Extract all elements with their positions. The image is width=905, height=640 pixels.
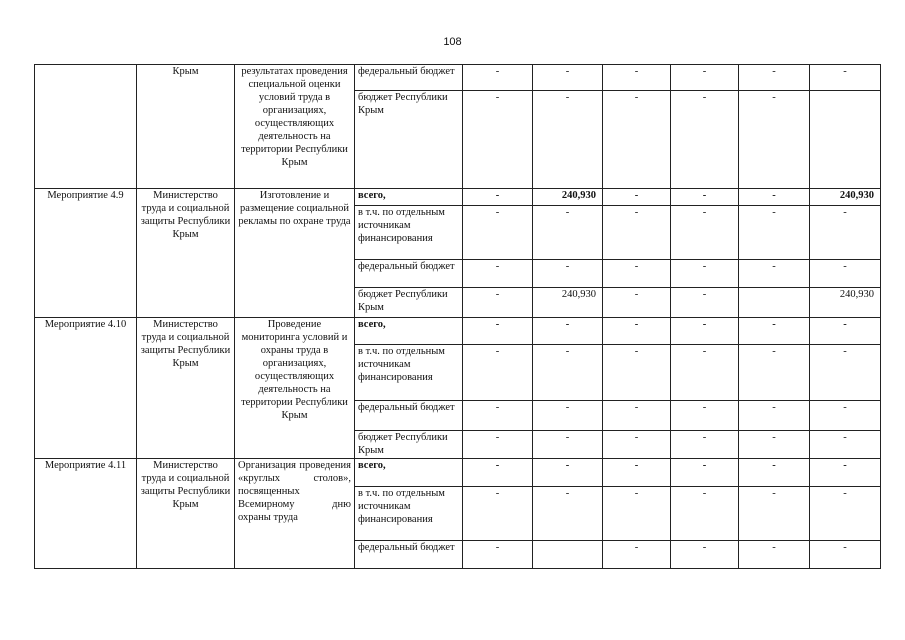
funding-amount <box>810 91 881 189</box>
funding-amount: - <box>603 459 671 487</box>
activity-row <box>35 65 881 91</box>
funding-source: в т.ч. по отдельным источникам финансирования <box>355 345 463 401</box>
funding-amount: - <box>533 318 603 345</box>
funding-amount: - <box>739 206 810 260</box>
funding-amount: - <box>463 487 533 541</box>
funding-amount: - <box>533 487 603 541</box>
funding-amount: - <box>671 288 739 318</box>
funding-source: федеральный бюджет <box>355 260 463 288</box>
funding-amount: - <box>603 260 671 288</box>
executor-name: Министерство труда и социальной защиты Республики Крым <box>137 318 235 459</box>
funding-amount: - <box>810 431 881 459</box>
activity-description: результатах проведения специальной оценки условий труда в организациях, осуществляющих деятельность на территории Республики Крым <box>235 65 355 189</box>
activity-name: Мероприятие 4.10 <box>35 318 137 459</box>
funding-source: всего, <box>355 318 463 345</box>
funding-amount: - <box>810 487 881 541</box>
funding-amount: 240,930 <box>810 288 881 318</box>
funding-amount: - <box>463 459 533 487</box>
funding-amount: - <box>739 65 810 91</box>
funding-amount: - <box>671 541 739 569</box>
funding-amount: - <box>810 459 881 487</box>
funding-amount: - <box>810 65 881 91</box>
budget-table-body <box>35 65 881 569</box>
funding-amount: - <box>463 401 533 431</box>
activity-name: Мероприятие 4.9 <box>35 189 137 318</box>
funding-amount: - <box>463 65 533 91</box>
funding-source: федеральный бюджет <box>355 541 463 569</box>
funding-amount: - <box>671 318 739 345</box>
funding-amount: - <box>533 459 603 487</box>
activity-description: Проведение мониторинга условий и охраны труда в организациях, осуществляющих деятельность на территории Республики Крым <box>235 318 355 459</box>
funding-amount: - <box>671 91 739 189</box>
funding-amount: 240,930 <box>533 189 603 206</box>
funding-amount: - <box>603 345 671 401</box>
page-number: 108 <box>443 36 462 48</box>
funding-source: федеральный бюджет <box>355 65 463 91</box>
budget-table <box>34 64 881 569</box>
funding-amount: - <box>463 189 533 206</box>
funding-source: бюджет Республики Крым <box>355 431 463 459</box>
funding-amount: - <box>671 459 739 487</box>
funding-amount: - <box>533 431 603 459</box>
funding-amount: - <box>671 65 739 91</box>
funding-amount: - <box>603 401 671 431</box>
activity-name: Мероприятие 4.11 <box>35 459 137 569</box>
funding-amount: - <box>463 206 533 260</box>
funding-amount: - <box>739 318 810 345</box>
funding-amount: - <box>533 65 603 91</box>
funding-amount <box>739 288 810 318</box>
funding-amount: - <box>603 541 671 569</box>
funding-amount: - <box>739 401 810 431</box>
funding-source: бюджет Республики Крым <box>355 288 463 318</box>
funding-amount: - <box>671 345 739 401</box>
funding-source: бюджет Республики Крым <box>355 91 463 189</box>
funding-amount: - <box>739 345 810 401</box>
funding-amount: - <box>533 401 603 431</box>
funding-source: всего, <box>355 189 463 206</box>
funding-amount: - <box>671 260 739 288</box>
activity-row <box>35 189 881 206</box>
funding-amount: - <box>603 487 671 541</box>
funding-source: федеральный бюджет <box>355 401 463 431</box>
funding-amount: 240,930 <box>810 189 881 206</box>
funding-amount: - <box>603 189 671 206</box>
funding-amount: - <box>463 288 533 318</box>
activity-row <box>35 459 881 487</box>
activity-description: Организация проведения «круглых столов», посвященных Всемирному дню охраны труда <box>235 459 355 569</box>
funding-amount: - <box>810 206 881 260</box>
activity-name <box>35 65 137 189</box>
funding-amount: - <box>463 260 533 288</box>
funding-amount: - <box>739 541 810 569</box>
funding-amount: - <box>810 318 881 345</box>
activity-description: Изготовление и размещение социальной рекламы по охране труда <box>235 189 355 318</box>
activity-row <box>35 318 881 345</box>
funding-amount: - <box>603 288 671 318</box>
funding-source: в т.ч. по отдельным источникам финансирования <box>355 487 463 541</box>
funding-amount: - <box>810 260 881 288</box>
funding-amount: - <box>463 318 533 345</box>
funding-amount: - <box>671 189 739 206</box>
funding-amount: - <box>810 345 881 401</box>
funding-amount: - <box>810 401 881 431</box>
funding-source: всего, <box>355 459 463 487</box>
funding-amount: - <box>671 206 739 260</box>
funding-amount: - <box>739 431 810 459</box>
funding-amount: - <box>463 91 533 189</box>
funding-amount: - <box>739 189 810 206</box>
funding-source: в т.ч. по отдельным источникам финансирования <box>355 206 463 260</box>
funding-amount: - <box>463 541 533 569</box>
funding-amount: - <box>603 318 671 345</box>
funding-amount: - <box>533 260 603 288</box>
funding-amount: - <box>739 487 810 541</box>
funding-amount: - <box>739 91 810 189</box>
funding-amount: - <box>603 91 671 189</box>
funding-amount: - <box>671 487 739 541</box>
funding-amount <box>533 541 603 569</box>
funding-amount: - <box>671 431 739 459</box>
funding-amount: - <box>810 541 881 569</box>
funding-amount: - <box>739 459 810 487</box>
funding-amount: - <box>603 431 671 459</box>
funding-amount: - <box>533 345 603 401</box>
executor-name: Министерство труда и социальной защиты Республики Крым <box>137 189 235 318</box>
executor-name: Министерство труда и социальной защиты Республики Крым <box>137 459 235 569</box>
funding-amount: - <box>603 65 671 91</box>
funding-amount: - <box>603 206 671 260</box>
funding-amount: 240,930 <box>533 288 603 318</box>
funding-amount: - <box>463 431 533 459</box>
funding-amount: - <box>463 345 533 401</box>
funding-amount: - <box>739 260 810 288</box>
executor-name: Крым <box>137 65 235 189</box>
funding-amount: - <box>671 401 739 431</box>
funding-amount: - <box>533 206 603 260</box>
funding-amount: - <box>533 91 603 189</box>
